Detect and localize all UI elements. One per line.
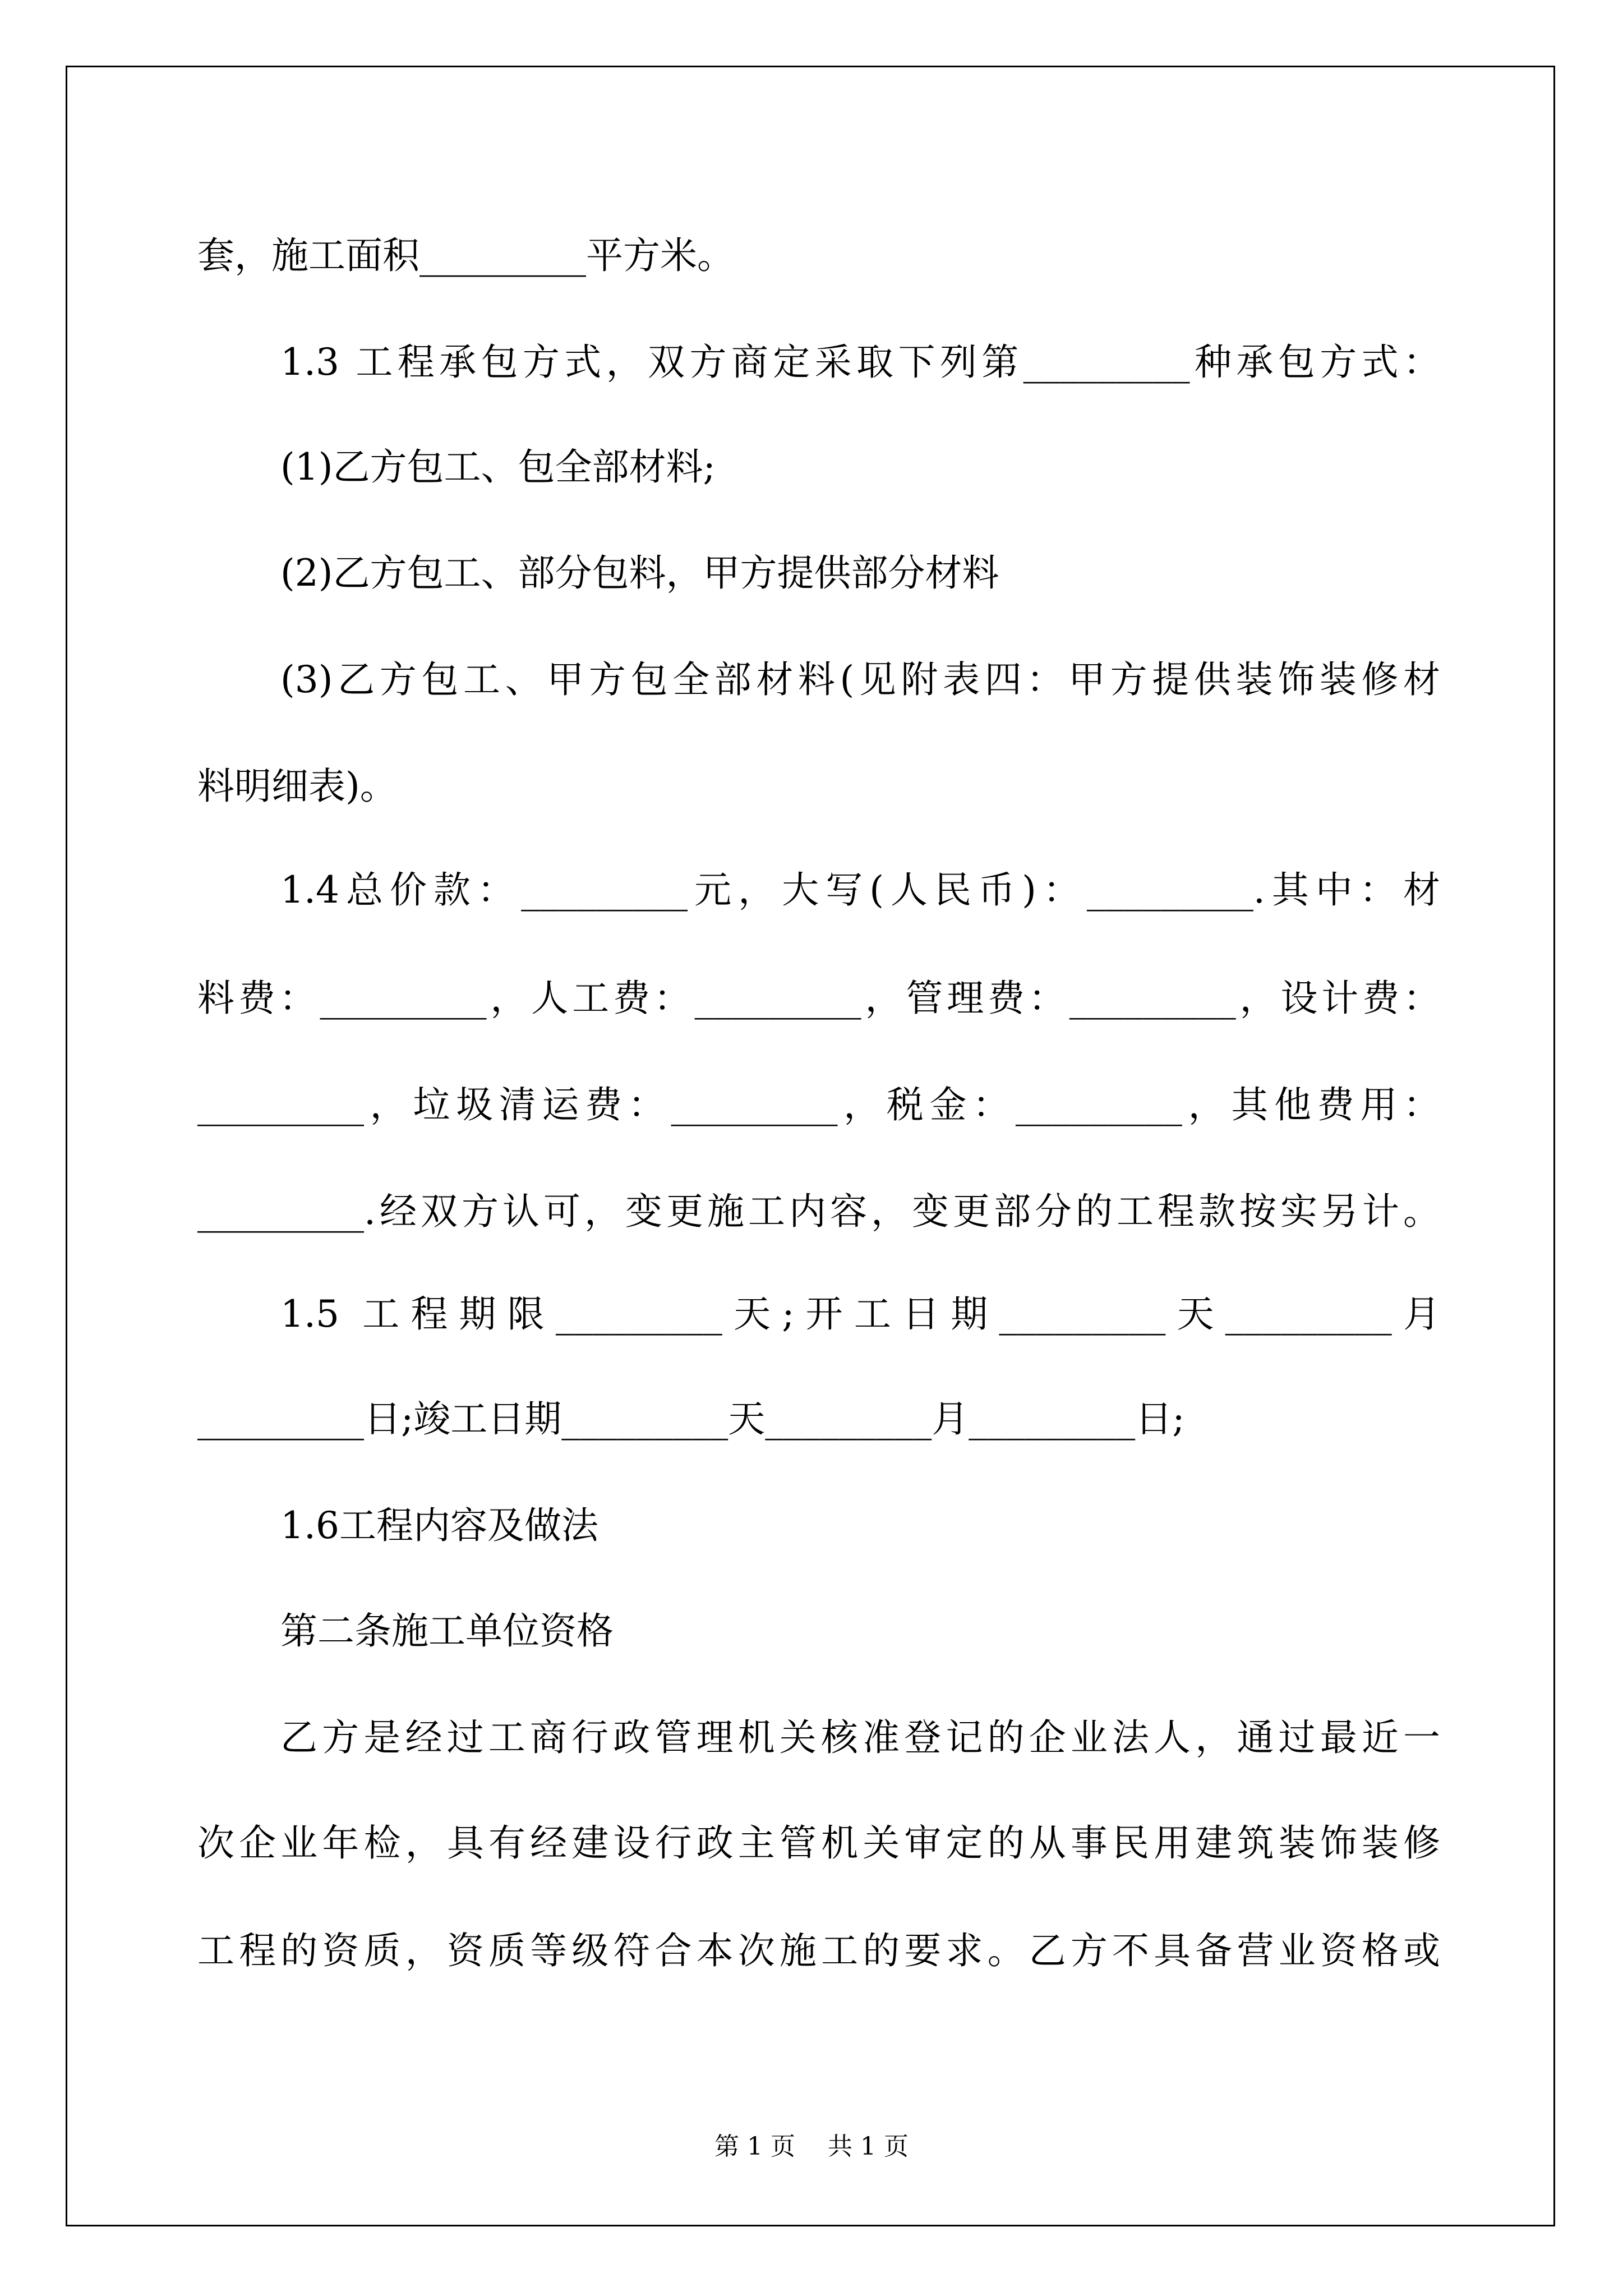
text-line: _________，垃圾清运费：_________，税金：_________，其他费用： — [197, 1083, 1440, 1126]
text-line: 料费：_________，人工费：_________，管理费：_________，设计费： — [197, 977, 1440, 1020]
article-2-heading: 第二条施工单位资格 — [280, 1609, 614, 1653]
clause-1-3: 1.3 工程承包方式，双方商定采取下列第_________种承包方式： — [280, 341, 1440, 384]
text-line: 次企业年检，具有经建设行政主管机关审定的从事民用建筑装饰装修 — [197, 1821, 1440, 1865]
option-2: (2)乙方包工、部分包料，甲方提供部分材料 — [280, 551, 999, 595]
text-line: 工程的资质，资质等级符合本次施工的要求。乙方不具备营业资格或 — [197, 1929, 1440, 1972]
text-line: 料明细表)。 — [197, 765, 397, 808]
text-line: _________.经双方认可，变更施工内容，变更部分的工程款按实另计。 — [197, 1190, 1440, 1233]
clause-1-6: 1.6工程内容及做法 — [280, 1504, 598, 1547]
page-number: 第 1 页 共 1 页 — [714, 2132, 909, 2161]
clause-1-4: 1.4总价款：_________元，大写(人民币)：_________.其中：材 — [280, 868, 1440, 912]
text-line: 套，施工面积_________平方米。 — [197, 234, 734, 277]
text-line: _________日;竣工日期_________天_________月_________日; — [197, 1397, 1185, 1441]
option-3: (3)乙方包工、甲方包全部材料(见附表四：甲方提供装饰装修材 — [280, 658, 1440, 701]
option-1: (1)乙方包工、包全部材料; — [280, 445, 716, 489]
text-line: 乙方是经过工商行政管理机关核准登记的企业法人，通过最近一 — [280, 1716, 1440, 1759]
clause-1-5: 1.5 工程期限_________天;开工日期_________天_________月 — [280, 1292, 1440, 1336]
